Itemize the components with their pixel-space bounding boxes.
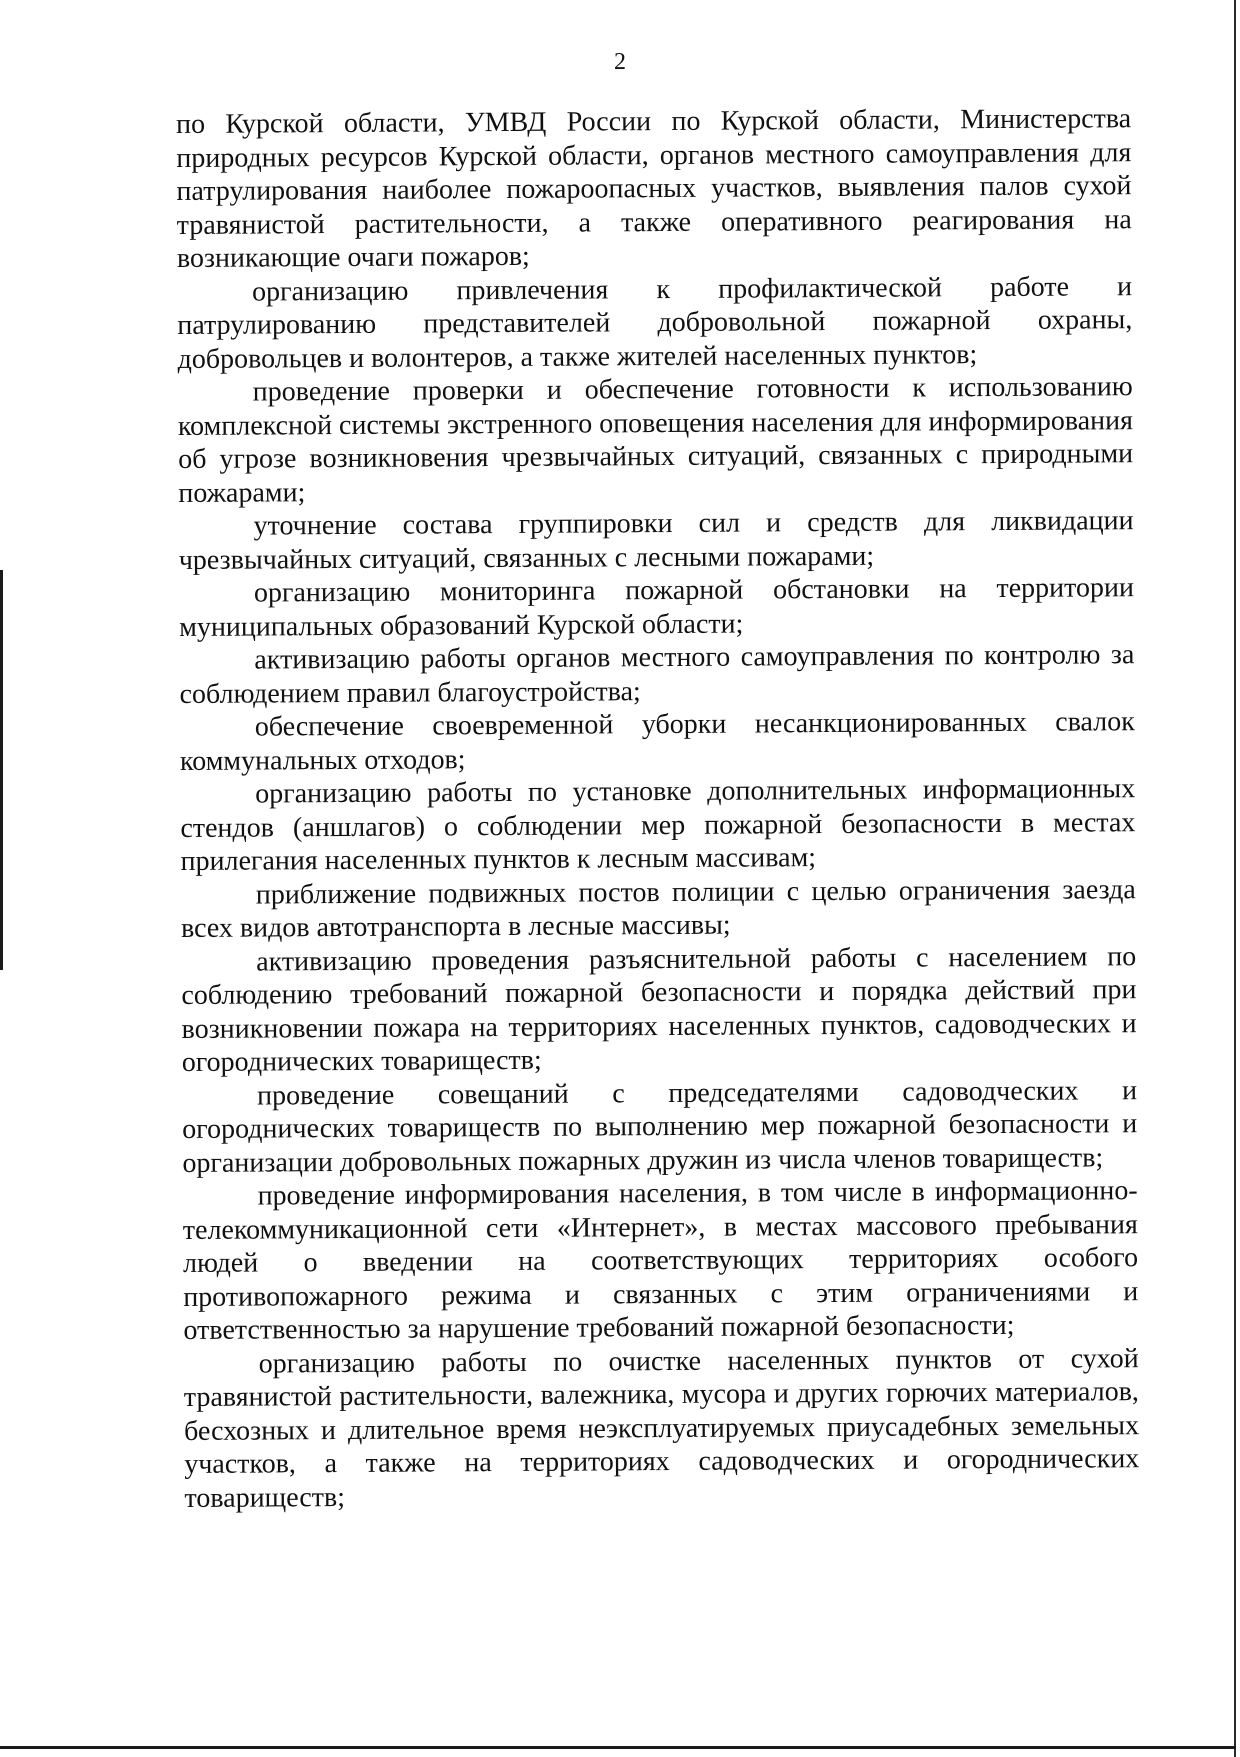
scan-border-bottom: [0, 1746, 1236, 1749]
paragraph-forces-grouping: уточнение состава группировки сил и средств для ликвидации чрезвычайных ситуаций, связанных с лесными пожарами;: [178, 505, 1134, 576]
paragraph-public-informing: проведение информирования населения, в том числе в информационно-телекоммуникационной сети «Интернет», в местах массового пребывания людей о введении на соответствующих территориях особого противопожарного режима и связанных с этим ограничениями и ответственностью за нарушение требований пожарной безопасности;: [182, 1175, 1139, 1346]
paragraph-continuation: по Курской области, УМВД России по Курской области, Министерства природных ресурсов Курской области, органов местного самоуправления для патрулирования наиболее пожароопасных участков, выявления палов сухой травянистой растительности, а также оперативного реагирования на возникающие очаги пожаров;: [176, 103, 1132, 274]
paragraph-area-clearing: организацию работы по очистке населенных пунктов от сухой травянистой растительности, валежника, мусора и других горючих материалов, бесхозных и длительное время неэксплуатируемых приусадебных земельных участков, а также на территориях садоводческих и огороднических товариществ;: [183, 1342, 1140, 1514]
paragraph-dump-cleanup: обеспечение своевременной уборки несанкционированных свалок коммунальных отходов;: [179, 706, 1135, 777]
scan-border-left: [0, 570, 3, 970]
paragraph-public-outreach: активизацию проведения разъяснительной работы с населением по соблюдению требований пожарной безопасности и порядка действий при возникновении пожара на территориях населенных пунктов, садоводческих и огороднических товариществ;: [181, 940, 1137, 1078]
page-number: 2: [614, 49, 626, 75]
scan-border-right: [1234, 0, 1236, 1757]
paragraph-police-posts: приближение подвижных постов полиции с целью ограничения заезда всех видов автотранспорта в лесные массивы;: [180, 873, 1136, 944]
paragraph-info-stands: организацию работы по установке дополнительных информационных стендов (аншлагов) о соблюдении мер пожарной безопасности в местах прилегания населенных пунктов к лесным массивам;: [180, 773, 1136, 877]
paragraph-landscaping-control: активизацию работы органов местного самоуправления по контролю за соблюдением правил благоустройства;: [179, 639, 1135, 710]
paragraph-fire-monitoring: организацию мониторинга пожарной обстановки на территории муниципальных образований Курской области;: [179, 572, 1135, 643]
paragraph-warning-system-check: проведение проверки и обеспечение готовности к использованию комплексной системы экстренного оповещения населения для информирования об угрозе возникновения чрезвычайных ситуаций, связанных с природными пожарами;: [177, 371, 1134, 509]
document-body: [176, 102, 1140, 1515]
paragraph-volunteer-involvement: организацию привлечения к профилактической работе и патрулированию представителей добровольной пожарной охраны, добровольцев и волонтеров, а также жителей населенных пунктов;: [177, 270, 1133, 375]
paragraph-gardening-meetings: проведение совещаний с председателями садоводческих и огороднических товариществ по выполнению мер пожарной безопасности и организации добровольных пожарных дружин из числа членов товариществ;: [182, 1074, 1138, 1179]
